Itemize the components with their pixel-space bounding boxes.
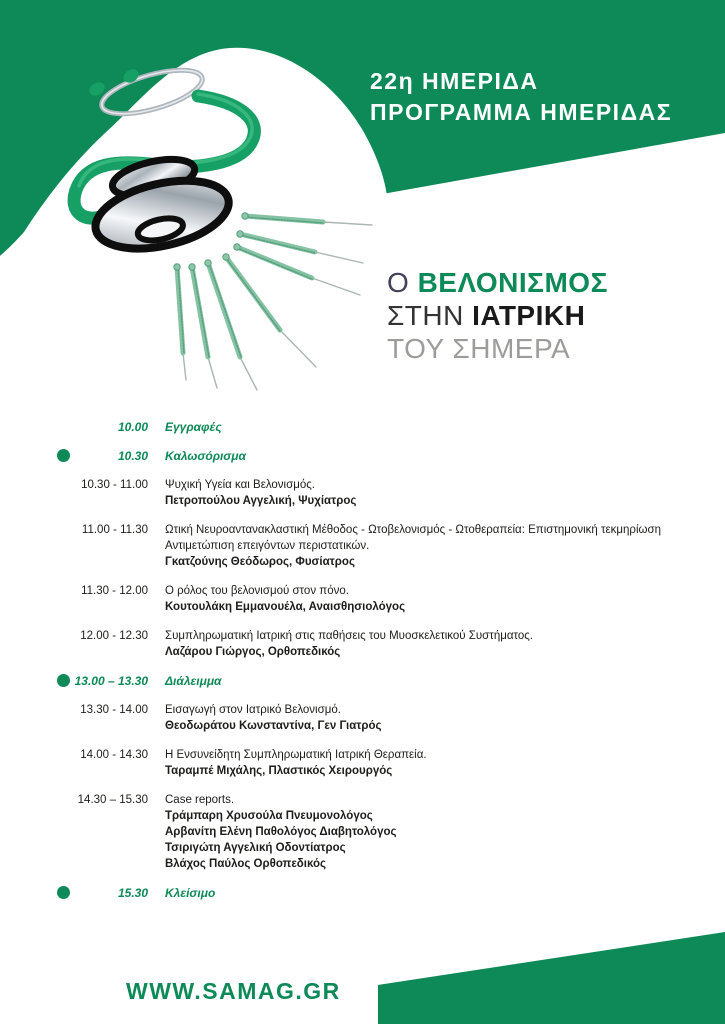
schedule-row (0, 702, 725, 734)
schedule-time: 13.30 - 14.00 (80, 704, 148, 716)
speaker-line: Πετροπούλου Αγγελική, Ψυχίατρος (165, 495, 357, 507)
schedule-entry (165, 477, 725, 509)
event-header (370, 66, 672, 128)
schedule-row (0, 628, 725, 660)
schedule-row (0, 885, 725, 901)
schedule-time: 14.00 - 14.30 (80, 749, 148, 761)
schedule-time: 10.30 - 11.00 (81, 479, 148, 491)
footer-green-wedge (378, 932, 725, 1024)
schedule-entry (165, 673, 725, 689)
speaker-line: Κουτουλάκη Εμμανουέλα, Αναισθησιολόγος (165, 601, 406, 613)
main-title-line2-light: ΣΤΗΝ (387, 300, 473, 331)
main-title-line2 (387, 299, 608, 332)
schedule-time: 10.30 (117, 449, 148, 463)
event-header-line2: ΠΡΟΓΡΑΜΜΑ ΗΜΕΡΙΔΑΣ (370, 99, 673, 125)
speaker-line: Θεοδωράτου Κωνσταντίνα, Γεν Γιατρός (165, 720, 382, 732)
schedule-row (0, 419, 725, 435)
event-header-line1: 22η ΗΜΕΡΙΔΑ (370, 68, 539, 94)
main-title (387, 266, 608, 365)
main-title-line1-bold: ΒΕΛΟΝΙΣΜΟΣ (417, 267, 608, 298)
main-title-line1 (387, 266, 608, 299)
schedule-entry (165, 792, 725, 872)
session-title-line: Ο ρόλος του βελονισμού στον πόνο. (165, 585, 349, 597)
main-title-line2-bold: ΙΑΤΡΙΚΗ (472, 300, 586, 331)
schedule-time: 10.00 (117, 420, 148, 434)
main-title-line3: ΤΟΥ ΣΗΜΕΡΑ (387, 333, 571, 364)
schedule-time: 11.00 - 11.30 (81, 524, 148, 536)
schedule-row (0, 448, 725, 464)
session-title-line: Η Ενσυνείδητη Συμπληρωματική Ιατρική Θεραπεία. (165, 749, 427, 761)
schedule-time: 14.30 – 15.30 (77, 794, 148, 806)
schedule-entry (165, 448, 725, 464)
schedule-time: 11.30 - 12.00 (81, 585, 148, 597)
schedule-time: 12.00 - 12.30 (80, 630, 148, 642)
session-title-line: Καλωσόρισμα (165, 449, 246, 463)
schedule-time: 13.00 – 13.30 (74, 674, 148, 688)
schedule (0, 419, 725, 914)
speaker-line: Λαζάρου Γιώργος, Ορθοπεδικός (165, 646, 341, 658)
session-title-line: Ψυχική Υγεία και Βελονισμός. (165, 479, 315, 491)
session-title-line: Εγγραφές (165, 420, 222, 434)
bullet-dot-icon (57, 449, 70, 462)
schedule-entry (165, 419, 725, 435)
schedule-entry (165, 702, 725, 734)
schedule-entry (165, 747, 725, 779)
speaker-line: Αρβανίτη Ελένη Παθολόγος Διαβητολόγος (165, 826, 397, 838)
bullet-dot-icon (57, 886, 70, 899)
website-url: WWW.SAMAG.GR (126, 978, 341, 1004)
schedule-row (0, 747, 725, 779)
speaker-line: Ταραμπέ Μιχάλης, Πλαστικός Χειρουργός (165, 765, 393, 777)
session-title-line: Κλείσιμο (165, 886, 216, 900)
speaker-line: Τράμπαρη Χρυσούλα Πνευμονολόγος (165, 810, 373, 822)
session-title-line: Αντιμετώπιση επειγόντων περιστατικών. (165, 540, 370, 552)
schedule-entry (165, 628, 725, 660)
schedule-entry (165, 583, 725, 615)
schedule-entry (165, 522, 725, 570)
main-title-line1-light: Ο (387, 267, 418, 298)
schedule-entry (165, 885, 725, 901)
schedule-row (0, 673, 725, 689)
schedule-row (0, 477, 725, 509)
session-title-line: Διάλειμμα (165, 674, 222, 688)
schedule-row (0, 522, 725, 570)
bullet-dot-icon (57, 674, 70, 687)
session-title-line: Συμπληρωματική Ιατρική στις παθήσεις του Μυοσκελετικού Συστήματος. (165, 630, 534, 642)
schedule-time: 15.30 (117, 886, 148, 900)
speaker-line: Τσιριγώτη Αγγελική Οδοντίατρος (165, 842, 346, 854)
session-title-line: Ωτική Νευροαντανακλαστική Μέθοδος - Ωτοβελονισμός - Ωτοθεραπεία: Επιστημονική τεκμηρίωση (165, 524, 661, 536)
speaker-line: Γκατζούνης Θεόδωρος, Φυσίατρος (165, 556, 355, 568)
session-title-line: Εισαγωγή στον Ιατρικό Βελονισμό. (165, 704, 341, 716)
session-title-line: Case reports. (165, 794, 235, 806)
speaker-line: Βλάχος Παύλος Ορθοπεδικός (165, 858, 327, 870)
schedule-row (0, 583, 725, 615)
schedule-row (0, 792, 725, 872)
